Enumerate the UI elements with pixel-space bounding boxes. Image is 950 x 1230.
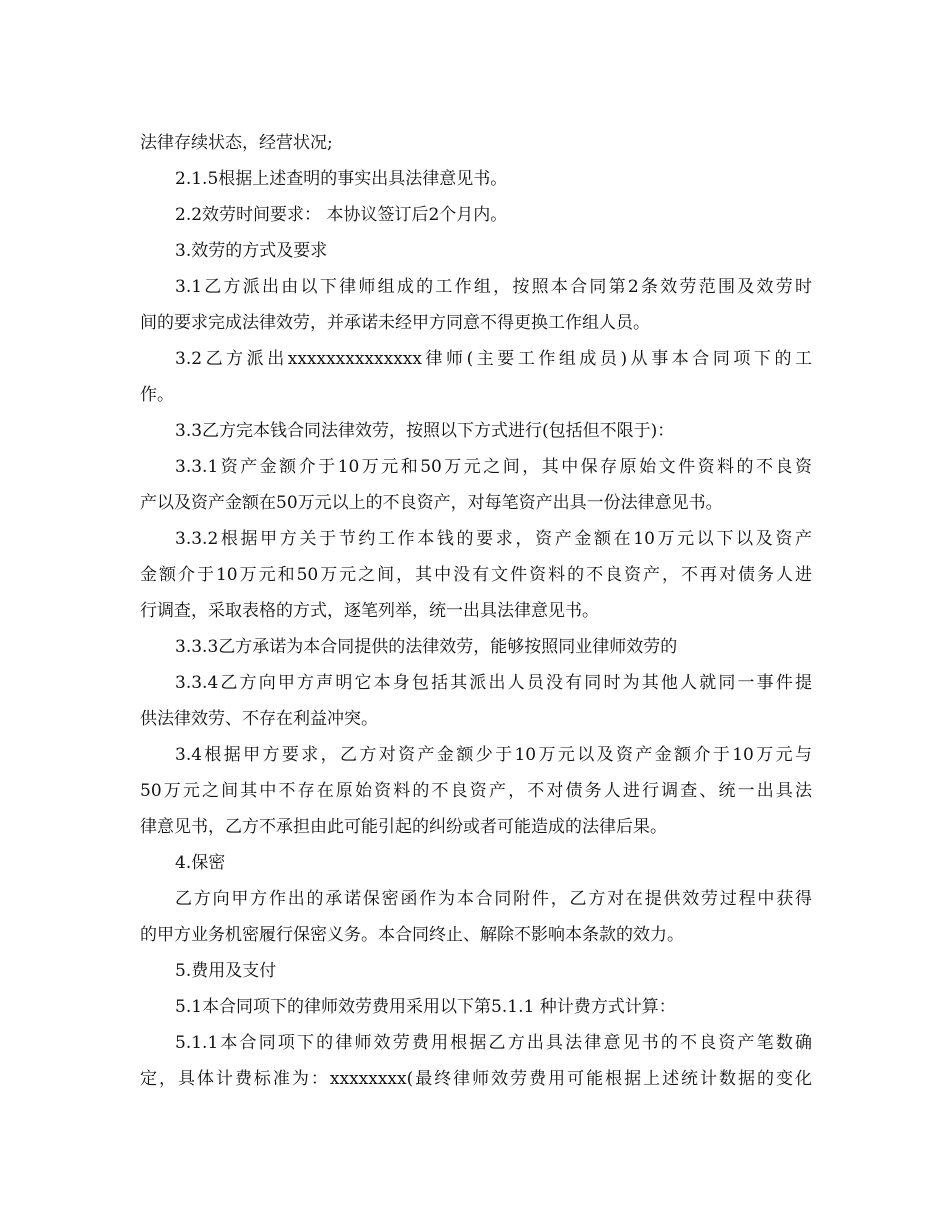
section-heading: 4.保密 [175, 853, 226, 873]
text-line: 50万元之间其中不存在原始资料的不良资产，不对债务人进行调查、统一出具法 [140, 781, 812, 801]
text-line: 5.1.1本合同项下的律师效劳费用根据乙方出具法律意见书的不良资产笔数确 [175, 1033, 812, 1053]
text-line: 定，具体计费标准为：xxxxxxxx(最终律师效劳费用可能根据上述统计数据的变化 [140, 1069, 812, 1089]
text-line: 2.2效劳时间要求： 本协议签订后2个月内。 [175, 205, 508, 225]
text-line: 3.2乙方派出xxxxxxxxxxxxxx律师(主要工作组成员)从事本合同项下的工 [175, 349, 812, 369]
text-line: 3.4根据甲方要求，乙方对资产金额少于10万元以及资产金额介于10万元与 [175, 745, 812, 765]
section-heading: 3.效劳的方式及要求 [175, 241, 328, 261]
text-line: 2.1.5根据上述查明的事实出具法律意见书。 [175, 169, 508, 189]
text-line: 3.1乙方派出由以下律师组成的工作组，按照本合同第2条效劳范围及效劳时 [175, 277, 812, 297]
text-line: 法律存续状态，经营状况; [140, 133, 333, 153]
text-line: 3.3.3乙方承诺为本合同提供的法律效劳，能够按照同业律师效劳的 [175, 637, 678, 657]
text-line: 3.3.1资产金额介于10万元和50万元之间，其中保存原始文件资料的不良资 [175, 457, 812, 477]
document-body [140, 125, 812, 1097]
text-line: 3.3.2根据甲方关于节约工作本钱的要求，资产金额在10万元以下以及资产 [175, 529, 812, 549]
text-line: 行调查，采取表格的方式，逐笔列举，统一出具法律意见书。 [140, 601, 599, 621]
section-heading: 5.费用及支付 [175, 961, 277, 981]
text-line: 产以及资产金额在50万元以上的不良资产，对每笔资产出具一份法律意见书。 [140, 493, 723, 513]
text-line: 的甲方业务机密履行保密义务。本合同终止、解除不影响本条款的效力。 [140, 925, 684, 945]
text-line: 5.1本合同项下的律师效劳费用采用以下第5.1.1 种计费方式计算： [175, 997, 676, 1017]
text-line: 金额介于10万元和50万元之间，其中没有文件资料的不良资产，不再对债务人进 [140, 565, 812, 585]
text-line: 3.3乙方完本钱合同法律效劳，按照以下方式进行(包括但不限于)： [175, 421, 675, 441]
text-line: 供法律效劳、不存在利益冲突。 [140, 709, 378, 729]
text-line: 乙方向甲方作出的承诺保密函作为本合同附件，乙方对在提供效劳过程中获得 [175, 889, 812, 909]
text-line: 间的要求完成法律效劳，并承诺未经甲方同意不得更换工作组人员。 [140, 313, 650, 333]
text-line: 3.3.4乙方向甲方声明它本身包括其派出人员没有同时为其他人就同一事件提 [175, 673, 812, 693]
text-line: 作。 [140, 385, 174, 405]
text-line: 律意见书，乙方不承担由此可能引起的纠纷或者可能造成的法律后果。 [140, 817, 667, 837]
